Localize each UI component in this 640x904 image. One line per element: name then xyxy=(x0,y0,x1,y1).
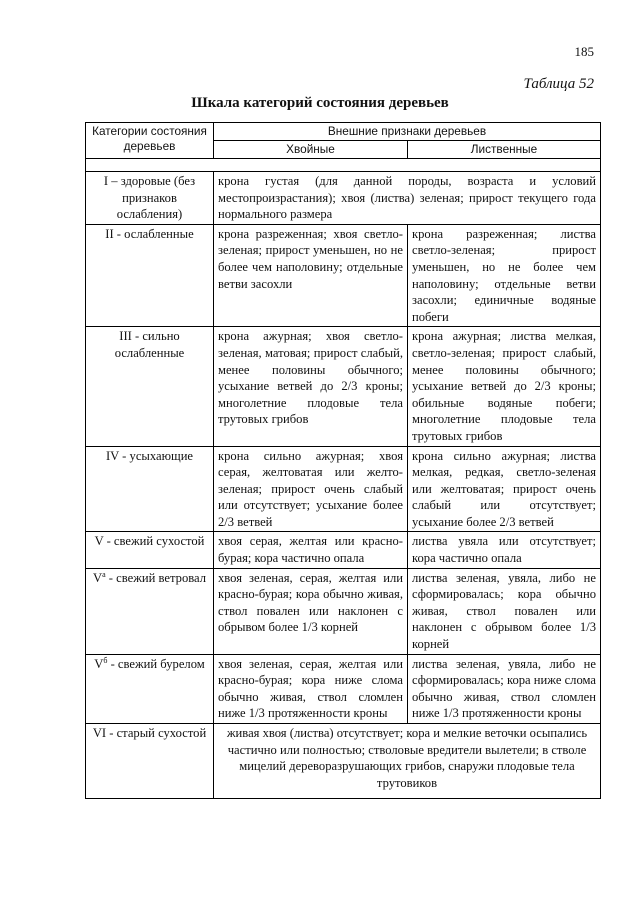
category-cell xyxy=(86,568,214,654)
header-row xyxy=(86,123,601,141)
category-scale-table xyxy=(85,122,601,799)
table-row xyxy=(86,327,601,446)
header-deciduous: Лиственные xyxy=(408,141,601,159)
conifer-cell: крона сильно ажурная; хвоя серая, желтоватая или желто-зеленая; прирост очень слабый или отсутствует; усыхание более 2/3 ветвей xyxy=(214,446,408,532)
table-row xyxy=(86,654,601,723)
category-cell: II - ослабленные xyxy=(86,224,214,327)
table-row xyxy=(86,724,601,799)
table-label: Таблица 52 xyxy=(523,76,594,92)
deciduous-cell: листва зеленая, увяла, либо не сформировалась; кора обычно живая, ствол повален или наклонен с обрывом более 1/3 корней xyxy=(408,568,601,654)
category-roman: V xyxy=(94,656,104,671)
header-categories: Категории состояния деревьев xyxy=(86,123,214,159)
table-title: Шкала категорий состояния деревьев xyxy=(191,95,449,111)
conifer-cell: хвоя зеленая, серая, желтая или красно-бурая; кора обычно живая, ствол повален или наклонен с обрывом более 1/3 корней xyxy=(214,568,408,654)
merged-description-cell: живая хвоя (листва) отсутствует; кора и мелкие веточки осыпались частично или полностью; стволовые вредители вылетели; в стволе мицелий дереворазрушающих грибов, снаружи плодовые тела трутовиков xyxy=(214,724,601,799)
category-cell: III - сильно ослабленные xyxy=(86,327,214,446)
category-roman: V xyxy=(92,570,103,585)
deciduous-cell: листва зеленая, увяла, либо не сформировалась; кора ниже слома обычно живая, ствол сломлен ниже 1/3 протяженности кроны xyxy=(408,654,601,723)
header-conifer: Хвойные xyxy=(214,141,408,159)
category-superscript: б xyxy=(103,655,108,665)
category-cell xyxy=(86,654,214,723)
category-cell: VI - старый сухостой xyxy=(86,724,214,799)
deciduous-cell: крона разреженная; листва светло-зеленая; прирост уменьшен, но не более чем наполовину; отдельные ветви засохли; единичные водяные побеги xyxy=(408,224,601,327)
conifer-cell: хвоя серая, желтая или красно-бурая; кора частично опала xyxy=(214,532,408,568)
category-text: - свежий бурелом xyxy=(107,656,205,671)
category-superscript: а xyxy=(102,569,106,579)
table-row xyxy=(86,446,601,532)
table-row xyxy=(86,224,601,327)
conifer-cell: хвоя зеленая, серая, желтая или красно-бурая; кора ниже слома обычно живая, ствол сломлен ниже 1/3 протяженности кроны xyxy=(214,654,408,723)
deciduous-cell: листва увяла или отсутствует; кора частично опала xyxy=(408,532,601,568)
spacer-row xyxy=(86,159,601,172)
conifer-cell: крона разреженная; хвоя светло-зеленая; прирост уменьшен, но не более чем наполовину; отдельные ветви засохли xyxy=(214,224,408,327)
category-cell: V - свежий сухостой xyxy=(86,532,214,568)
table-row xyxy=(86,172,601,225)
table-row xyxy=(86,568,601,654)
category-cell: IV - усыхающие xyxy=(86,446,214,532)
category-text: - свежий ветровал xyxy=(105,570,207,585)
category-cell: I – здоровые (без признаков ослабления) xyxy=(86,172,214,225)
table-row xyxy=(86,532,601,568)
header-external-signs: Внешние признаки деревьев xyxy=(214,123,601,141)
page-number: 185 xyxy=(574,44,594,59)
conifer-cell: крона ажурная; хвоя светло-зеленая, матовая; прирост слабый, менее половины обычного; усыхание ветвей до 2/3 кроны; многолетние плодовые тела трутовых грибов xyxy=(214,327,408,446)
deciduous-cell: крона сильно ажурная; листва мелкая, редкая, светло-зеленая или желтоватая; прирост очень слабый или отсутствует; усыхание более 2/3 ветвей xyxy=(408,446,601,532)
merged-description-cell: крона густая (для данной породы, возраста и условий местопроизрастания); хвоя (листва) зеленая; прирост текущего года нормального размера xyxy=(214,172,601,225)
deciduous-cell: крона ажурная; листва мелкая, светло-зеленая; прирост слабый, менее половины обычного; усыхание ветвей до 2/3 кроны; обильные водяные побеги; многолетние плодовые тела трутовых грибов xyxy=(408,327,601,446)
